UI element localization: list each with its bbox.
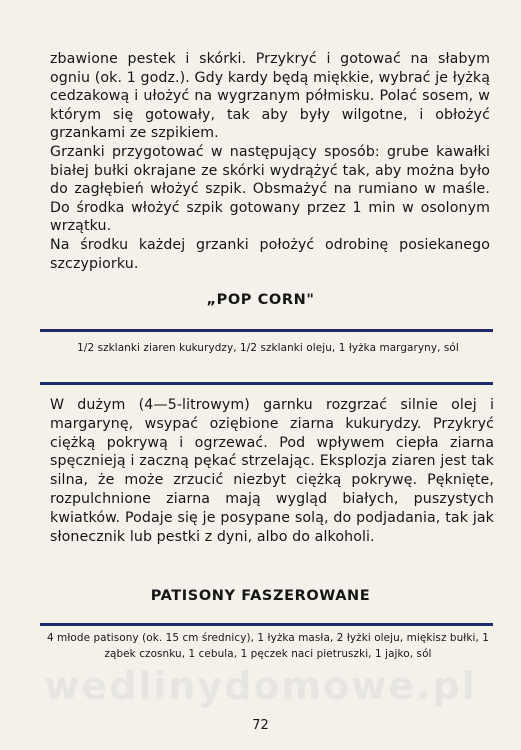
recipe-title-patisony: PATISONY FASZEROWANE <box>150 588 371 604</box>
intro-paragraph-2: Grzanki przygotować w następujący sposób: grube kawałki białej bułki okrajane ze skórki wydrążyć tak, aby można było do zagłębień włożyć szpik. Obsmażyć na rumiano w maśle. Do środka włożyć szpik gotowany przez 1 min w osolonym wrzątku. <box>50 143 490 235</box>
watermark: wedlinydomowe.pl <box>44 664 477 708</box>
ingredients-patisony: 4 młode patisony (ok. 15 cm średnicy), 1 łyżka masła, 2 łyżki oleju, miękisz bułki, 1 ząbek czosnku, 1 cebula, 1 pęczek naci pietruszki, 1 jajko, sól <box>47 632 489 660</box>
method-paragraph: W dużym (4—5-litrowym) garnku rozgrzać silnie olej i margarynę, wsypać oziębione ziarna kukurydzy. Przykryć ciężką pokrywą i ogrzewać. Pod wpływem ciepła ziarna spęcznieją i zaczną pękać strzelając. Eksplozja ziaren jest tak silna, że może zrzucić niezbyt ciężką pokrywę. Pęknięte, rozpulchnione ziarna mają wygląd białych, puszystych kwiatków. Podaje się je posypane solą, do podjadania, tak jak słonecznik lub pestki z dyni, albo do alkoholi. <box>50 397 494 545</box>
divider-rule <box>40 382 493 385</box>
divider-rule <box>40 329 493 332</box>
page-number: 72 <box>252 718 269 733</box>
ingredients-pop-corn: 1/2 szklanki ziaren kukurydzy, 1/2 szklanki oleju, 1 łyżka margaryny, sól <box>77 342 459 354</box>
divider-rule <box>40 623 493 626</box>
recipe-title-pop-corn: „POP CORN" <box>206 292 315 308</box>
intro-paragraph-3: Na środku każdej grzanki położyć odrobinę posiekanego szczypiorku. <box>50 236 490 272</box>
method-pop-corn <box>50 396 494 546</box>
intro-paragraph-1: zbawione pestek i skórki. Przykryć i gotować na słabym ogniu (ok. 1 godz.). Gdy kardy będą miękkie, wybrać je łyżką cedzakową i ułożyć na wygrzanym półmisku. Polać sosem, w którym się gotowały, tak aby były wilgotne, i obłożyć grzankami ze szpikiem. <box>50 51 490 142</box>
intro-text <box>50 50 490 273</box>
